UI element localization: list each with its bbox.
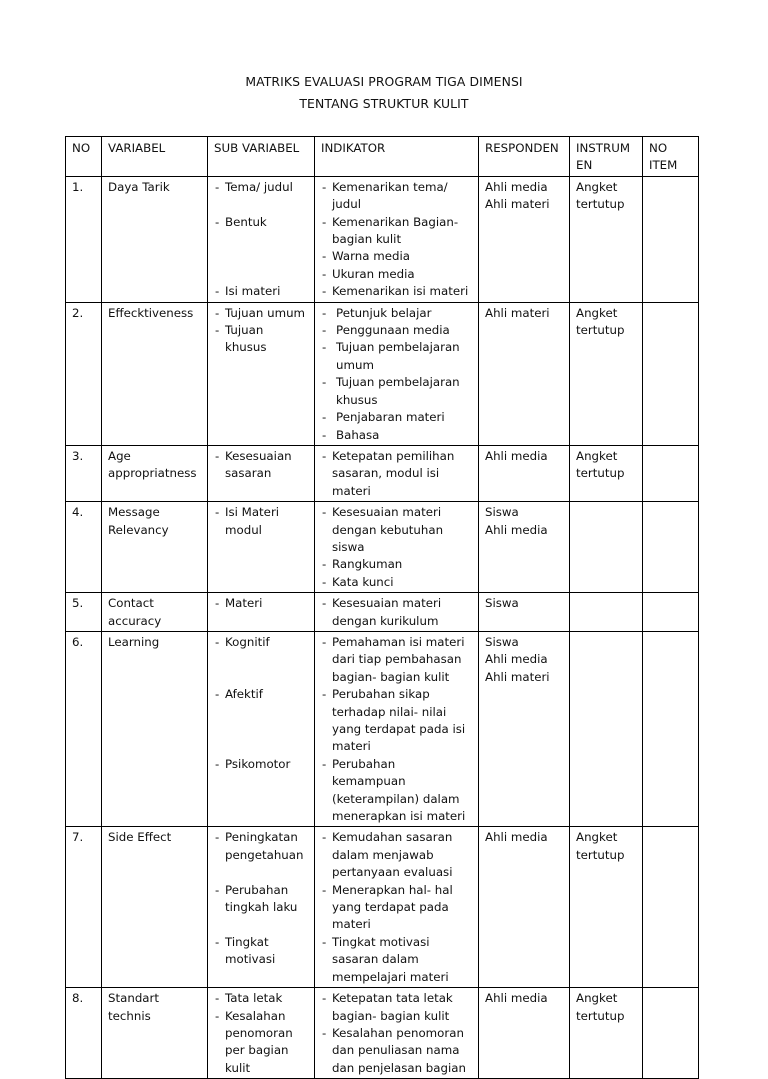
row-sub-variabel <box>208 827 315 988</box>
row-no-item <box>643 988 699 1079</box>
row-instrumen: Angket tertutup <box>570 827 643 988</box>
sub-variabel-item: - Tingkat motivasi <box>214 934 308 969</box>
indikator-item: - Kemenarikan isi materi <box>321 283 472 300</box>
sub-variabel-item: - Perubahan tingkah laku <box>214 882 308 917</box>
row-no-item <box>643 631 699 826</box>
row-instrumen: Angket tertutup <box>570 302 643 445</box>
row-instrumen: Angket tertutup <box>570 988 643 1079</box>
indikator-item: - Kesesuaian materi dengan kebutuhan siswa <box>321 504 472 556</box>
table-row <box>66 502 699 593</box>
row-variabel: Message Relevancy <box>102 502 208 593</box>
indikator-item: - Kemenarikan tema/ judul <box>321 179 472 214</box>
row-indikator <box>315 445 479 501</box>
evaluation-matrix-table <box>65 136 699 1079</box>
indikator-item: - Kesesuaian materi dengan kurikulum <box>321 595 472 630</box>
indikator-item: - Ketepatan tata letak bagian- bagian kulit <box>321 990 472 1025</box>
responden-item: Ahli materi <box>485 305 550 320</box>
indikator-item: - Perubahan kemampuan (keterampilan) dalam menerapkan isi materi <box>321 756 472 826</box>
indikator-item: - Kesalahan penomoran dan penuliasan nama dan penjelasan bagian <box>321 1025 472 1077</box>
indikator-item: - Petunjuk belajar <box>321 305 472 322</box>
row-sub-variabel <box>208 502 315 593</box>
indikator-item: - Kemudahan sasaran dalam menjawab pertanyaan evaluasi <box>321 829 472 881</box>
row-sub-variabel <box>208 593 315 632</box>
table-row <box>66 593 699 632</box>
row-variabel: Effecktiveness <box>102 302 208 445</box>
sub-variabel-item: - Kesesuaian sasaran <box>214 448 308 483</box>
sub-variabel-item: - Psikomotor <box>214 756 308 773</box>
header-responden: RESPONDEN <box>479 137 570 177</box>
row-no-item <box>643 502 699 593</box>
indikator-item: - Kemenarikan Bagian- bagian kulit <box>321 214 472 249</box>
responden-item: Ahli media <box>485 522 548 537</box>
responden-item: Ahli materi <box>485 669 550 684</box>
responden-item: Siswa <box>485 505 519 520</box>
table-row <box>66 631 699 826</box>
row-variabel: Daya Tarik <box>102 176 208 302</box>
row-no: 5. <box>66 593 102 632</box>
sub-variabel-item: - Materi <box>214 595 308 612</box>
row-no: 6. <box>66 631 102 826</box>
row-responden <box>479 302 570 445</box>
row-indikator <box>315 302 479 445</box>
sub-variabel-item: - Tujuan umum <box>214 305 308 322</box>
indikator-item: - Rangkuman <box>321 556 472 573</box>
sub-variabel-item: - Kognitif <box>214 634 308 651</box>
header-no: NO <box>66 137 102 177</box>
responden-item: Ahli media <box>485 991 548 1006</box>
indikator-item: - Warna media <box>321 248 472 265</box>
row-variabel: Contact accuracy <box>102 593 208 632</box>
responden-item: Ahli media <box>485 830 548 845</box>
sub-variabel-item: - Isi materi <box>214 283 308 300</box>
indikator-item: - Tingkat motivasi sasaran dalam mempelajari materi <box>321 934 472 986</box>
row-variabel: Age appropriatness <box>102 445 208 501</box>
document-subtitle: TENTANG STRUKTUR KULIT <box>299 96 469 111</box>
row-no-item <box>643 176 699 302</box>
table-header-row <box>66 137 699 177</box>
row-instrumen <box>570 593 643 632</box>
row-responden <box>479 445 570 501</box>
table-row <box>66 302 699 445</box>
row-indikator <box>315 176 479 302</box>
row-responden <box>479 176 570 302</box>
row-variabel: Side Effect <box>102 827 208 988</box>
header-sub-variabel: SUB VARIABEL <box>208 137 315 177</box>
header-no-item: NO ITEM <box>643 137 699 177</box>
sub-variabel-item: - Kesalahan penomoran per bagian kulit <box>214 1008 308 1078</box>
row-instrumen: Angket tertutup <box>570 176 643 302</box>
responden-item: Siswa <box>485 596 519 611</box>
indikator-item: - Ketepatan pemilihan sasaran, modul isi materi <box>321 448 472 500</box>
row-responden <box>479 502 570 593</box>
sub-variabel-item: - Peningkatan pengetahuan <box>214 829 308 864</box>
row-sub-variabel <box>208 176 315 302</box>
row-no: 1. <box>66 176 102 302</box>
row-no-item <box>643 302 699 445</box>
sub-variabel-item: - Bentuk <box>214 214 308 231</box>
header-variabel: VARIABEL <box>102 137 208 177</box>
row-instrumen <box>570 631 643 826</box>
responden-item: Ahli media <box>485 448 548 463</box>
row-instrumen <box>570 502 643 593</box>
row-no-item <box>643 827 699 988</box>
row-no: 3. <box>66 445 102 501</box>
row-sub-variabel <box>208 302 315 445</box>
row-indikator <box>315 593 479 632</box>
document-title: MATRIKS EVALUASI PROGRAM TIGA DIMENSI <box>245 74 523 89</box>
row-instrumen: Angket tertutup <box>570 445 643 501</box>
row-indikator <box>315 631 479 826</box>
indikator-item: - Pemahaman isi materi dari tiap pembahasan bagian- bagian kulit <box>321 634 472 686</box>
indikator-item: - Tujuan pembelajaran umum <box>321 339 472 374</box>
responden-item: Ahli media <box>485 652 548 667</box>
row-variabel: Standart technis <box>102 988 208 1079</box>
table-row <box>66 827 699 988</box>
row-sub-variabel <box>208 445 315 501</box>
responden-item: Ahli media <box>485 179 548 194</box>
row-responden <box>479 827 570 988</box>
row-indikator <box>315 827 479 988</box>
row-responden <box>479 593 570 632</box>
row-no: 4. <box>66 502 102 593</box>
row-no-item <box>643 445 699 501</box>
header-instrumen: INSTRUM EN <box>570 137 643 177</box>
sub-variabel-item: - Tujuan khusus <box>214 322 308 357</box>
row-no: 8. <box>66 988 102 1079</box>
indikator-item: - Tujuan pembelajaran khusus <box>321 374 472 409</box>
header-indikator: INDIKATOR <box>315 137 479 177</box>
row-indikator <box>315 988 479 1079</box>
indikator-item: - Bahasa <box>321 427 472 444</box>
table-row <box>66 176 699 302</box>
indikator-item: - Ukuran media <box>321 266 472 283</box>
row-sub-variabel <box>208 631 315 826</box>
row-responden <box>479 631 570 826</box>
row-no: 2. <box>66 302 102 445</box>
sub-variabel-item: - Afektif <box>214 686 308 703</box>
sub-variabel-item: - Isi Materi modul <box>214 504 308 539</box>
responden-item: Ahli materi <box>485 197 550 212</box>
responden-item: Siswa <box>485 634 519 649</box>
row-indikator <box>315 502 479 593</box>
indikator-item: - Penggunaan media <box>321 322 472 339</box>
row-responden <box>479 988 570 1079</box>
sub-variabel-item: - Tata letak <box>214 990 308 1007</box>
row-variabel: Learning <box>102 631 208 826</box>
row-no-item <box>643 593 699 632</box>
table-row <box>66 445 699 501</box>
row-sub-variabel <box>208 988 315 1079</box>
row-no: 7. <box>66 827 102 988</box>
indikator-item: - Menerapkan hal- hal yang terdapat pada materi <box>321 882 472 934</box>
indikator-item: - Penjabaran materi <box>321 409 472 426</box>
indikator-item: - Perubahan sikap terhadap nilai- nilai yang terdapat pada isi materi <box>321 686 472 756</box>
table-row <box>66 988 699 1079</box>
indikator-item: - Kata kunci <box>321 574 472 591</box>
sub-variabel-item: - Tema/ judul <box>214 179 308 196</box>
